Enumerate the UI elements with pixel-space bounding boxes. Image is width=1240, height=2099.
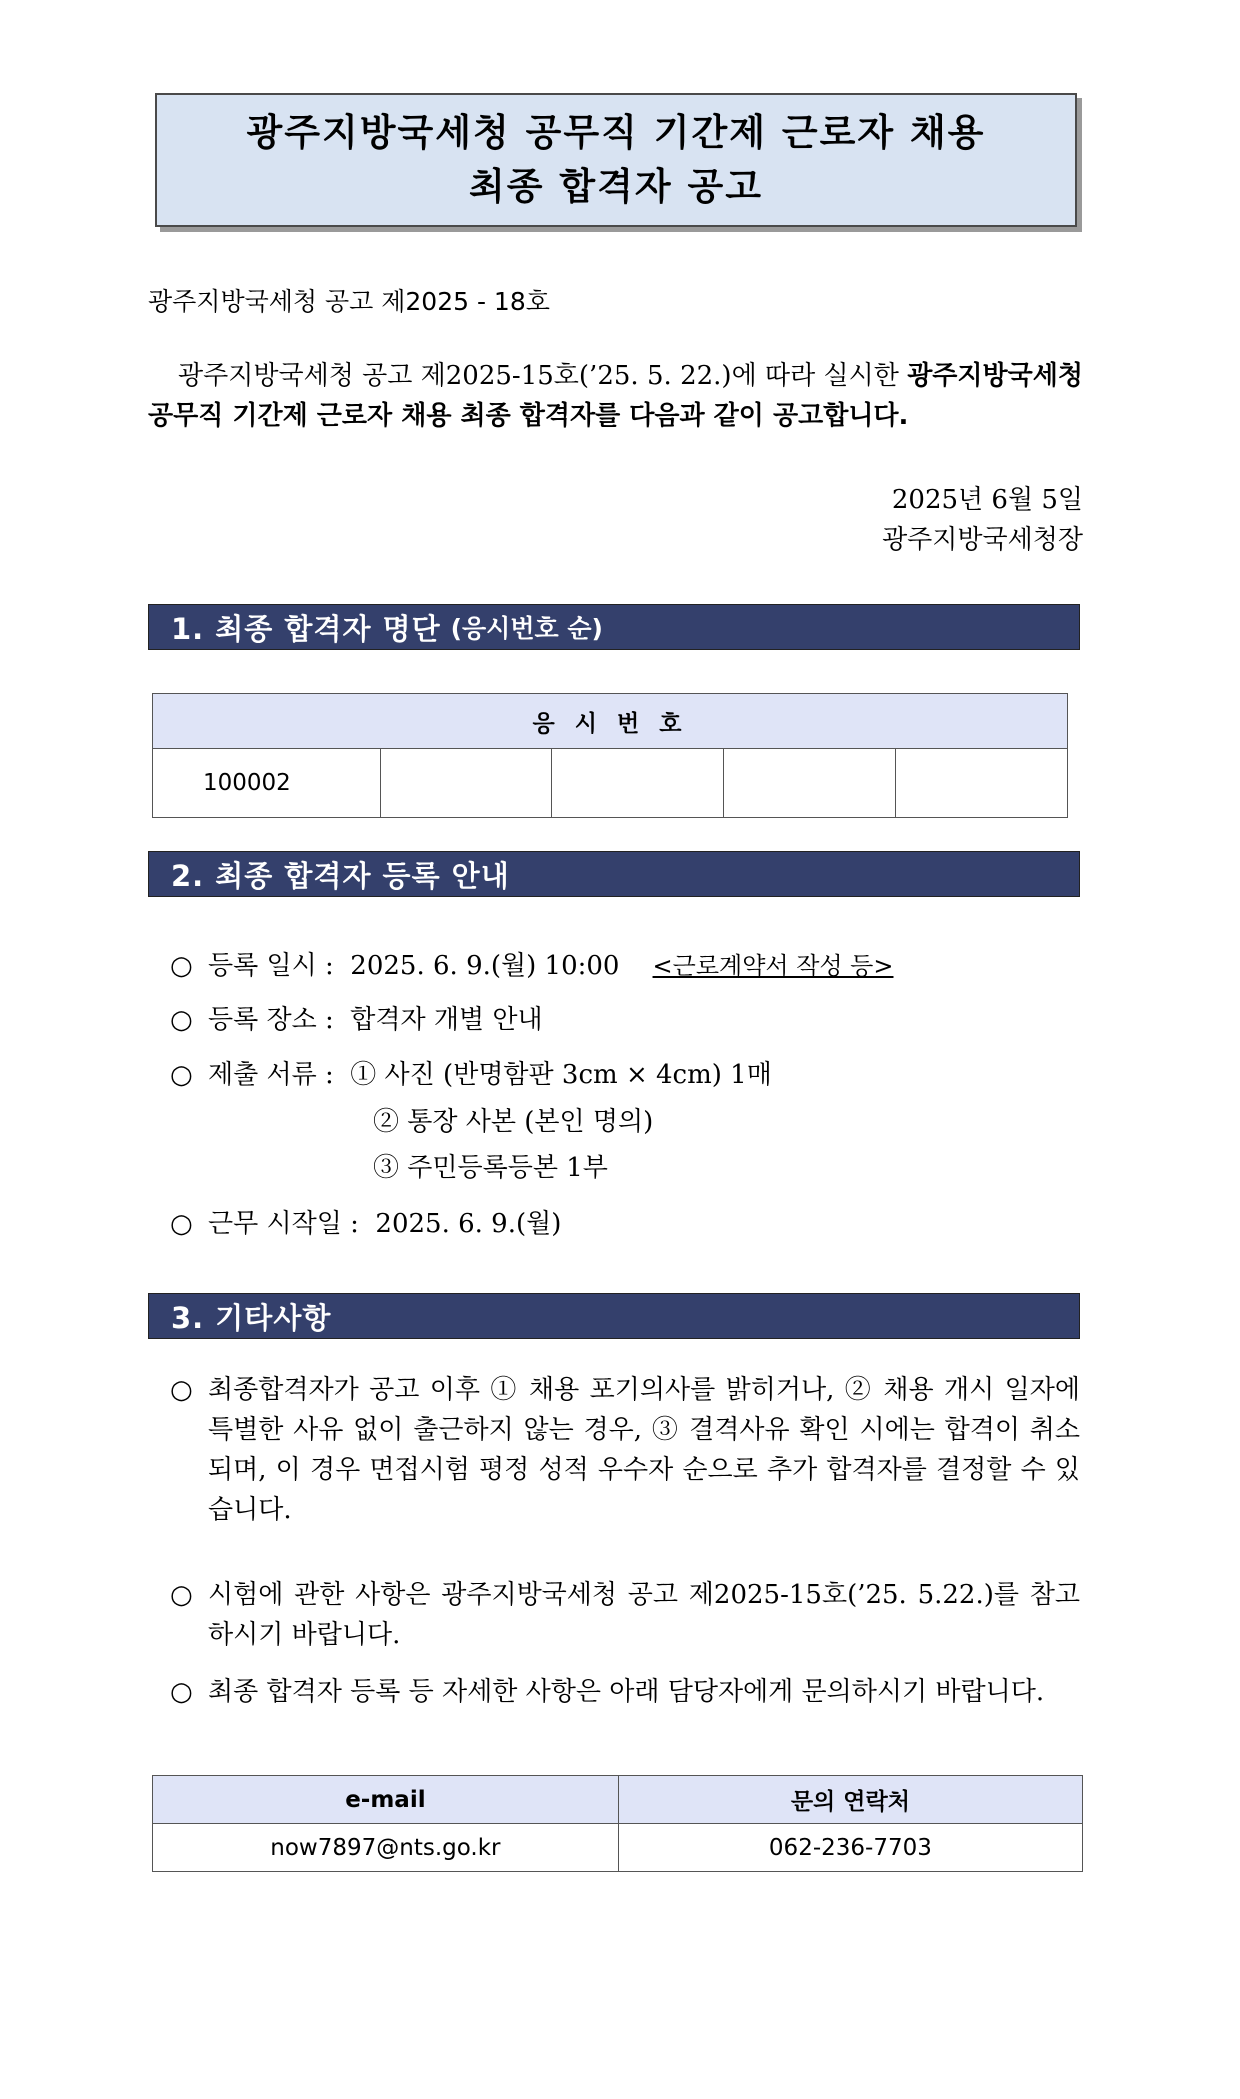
bullet-icon: ○	[170, 1005, 193, 1035]
item-label: 등록 장소 :	[208, 1005, 334, 1035]
item-text: 최종합격자가 공고 이후 ① 채용 포기의사를 밝히거나, ② 채용 개시 일자에 특별한 사유 없이 출근하지 않는 경우, ③ 결격사유 확인 시에는 합격이 취소되며, 이 경우 면접시험 평정 성적 우수자 순으로 추가 합격자를 결정할 수 있습니다.	[208, 1375, 1080, 1525]
table-header: 응 시 번 호	[153, 694, 1068, 749]
issuer: 광주지방국세청장	[882, 525, 1083, 555]
item-label: 등록 일시 :	[208, 951, 334, 981]
bullet-icon: ○	[170, 1209, 193, 1239]
list-item	[170, 1672, 1080, 1712]
item-value: 2025. 6. 9.(월) 10:00	[350, 951, 620, 981]
notice-date: 2025년 6월 5일	[891, 485, 1083, 515]
table-cell	[380, 749, 552, 818]
email-header: e-mail	[153, 1776, 619, 1824]
passer-number-table	[152, 693, 1068, 818]
table-cell: 100002	[153, 749, 381, 818]
bullet-icon: ○	[170, 1060, 193, 1090]
item-value: ① 사진 (반명함판 3cm × 4cm) 1매	[350, 1060, 772, 1090]
section-1-title: 1. 최종 합격자 명단	[171, 611, 441, 646]
bullet-icon: ○	[170, 1677, 193, 1707]
section-3-header	[148, 1293, 1080, 1339]
phone-header: 문의 연락처	[618, 1776, 1082, 1824]
item-label: 제출 서류 :	[208, 1060, 334, 1090]
list-item	[170, 1000, 543, 1040]
section-1-subtitle: (응시번호 순)	[450, 614, 603, 643]
section-2-title: 2. 최종 합격자 등록 안내	[171, 858, 510, 893]
title-line-2: 최종 합격자 공고	[469, 165, 763, 208]
table-cell	[896, 749, 1068, 818]
section-1-header	[148, 604, 1080, 650]
title-line-1: 광주지방국세청 공무직 기간제 근로자 채용	[246, 111, 986, 154]
list-item	[170, 1055, 772, 1095]
table-cell	[552, 749, 724, 818]
title-box	[155, 93, 1077, 227]
item-value: 2025. 6. 9.(월)	[375, 1209, 562, 1239]
contact-table	[152, 1775, 1083, 1872]
intro-text-bold: 광주지방국세청 공무직 기간제 근로자 채용 최종 합격자를 다음과 같이 공고합니다.	[148, 361, 1083, 431]
section-3-title: 3. 기타사항	[171, 1300, 332, 1335]
item-value: 합격자 개별 안내	[350, 1005, 543, 1035]
list-item	[170, 946, 893, 986]
intro-paragraph	[148, 356, 1083, 436]
bullet-icon: ○	[170, 1375, 193, 1405]
notice-number: 광주지방국세청 공고 제2025 - 18호	[148, 287, 550, 316]
intro-text: 광주지방국세청 공고 제2025-15호(’25. 5. 22.)에 따라 실시한	[178, 361, 908, 391]
contact-phone: 062-236-7703	[618, 1824, 1082, 1872]
item-text: 시험에 관한 사항은 광주지방국세청 공고 제2025-15호(’25. 5.22.)를 참고하시기 바랍니다.	[208, 1580, 1080, 1650]
bullet-icon: ○	[170, 1580, 193, 1610]
list-item	[170, 1575, 1080, 1655]
table-cell	[724, 749, 896, 818]
document-item: ③ 주민등록등본 1부	[373, 1153, 608, 1183]
list-item	[170, 1370, 1080, 1530]
section-2-header	[148, 851, 1080, 897]
bullet-icon: ○	[170, 951, 193, 981]
item-label: 근무 시작일 :	[208, 1209, 359, 1239]
contact-email: now7897@nts.go.kr	[153, 1824, 619, 1872]
item-text: 최종 합격자 등록 등 자세한 사항은 아래 담당자에게 문의하시기 바랍니다.	[208, 1677, 1045, 1707]
date-block	[882, 480, 1083, 560]
document-item: ② 통장 사본 (본인 명의)	[373, 1107, 654, 1137]
item-note: <근로계약서 작성 등>	[652, 952, 894, 980]
list-item	[170, 1204, 561, 1244]
